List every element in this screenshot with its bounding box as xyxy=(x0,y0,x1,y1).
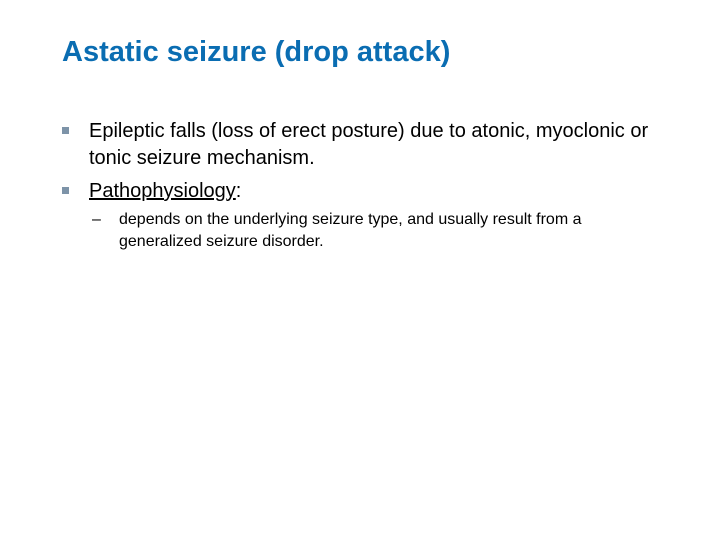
bullet-item-pathophysiology xyxy=(62,178,662,205)
bullet-label-suffix: : xyxy=(235,180,242,202)
bullet-label-pathophysiology: Pathophysiology xyxy=(89,180,236,202)
slide-body xyxy=(62,118,662,253)
slide-title: Astatic seizure (drop attack) xyxy=(62,36,451,68)
subbullet-text: depends on the underlying seizure type, and usually result from a generalized seizure disorder. xyxy=(119,211,582,250)
subbullet-item-seizure-type xyxy=(92,209,662,253)
square-bullet-icon xyxy=(62,127,69,134)
bullet-item-epileptic-falls xyxy=(62,118,662,172)
square-bullet-icon xyxy=(62,187,69,194)
dash-bullet-icon: – xyxy=(92,211,101,228)
bullet-text: Epileptic falls (loss of erect posture) due to atonic, myoclonic or tonic seizure mechanism. xyxy=(89,120,649,169)
